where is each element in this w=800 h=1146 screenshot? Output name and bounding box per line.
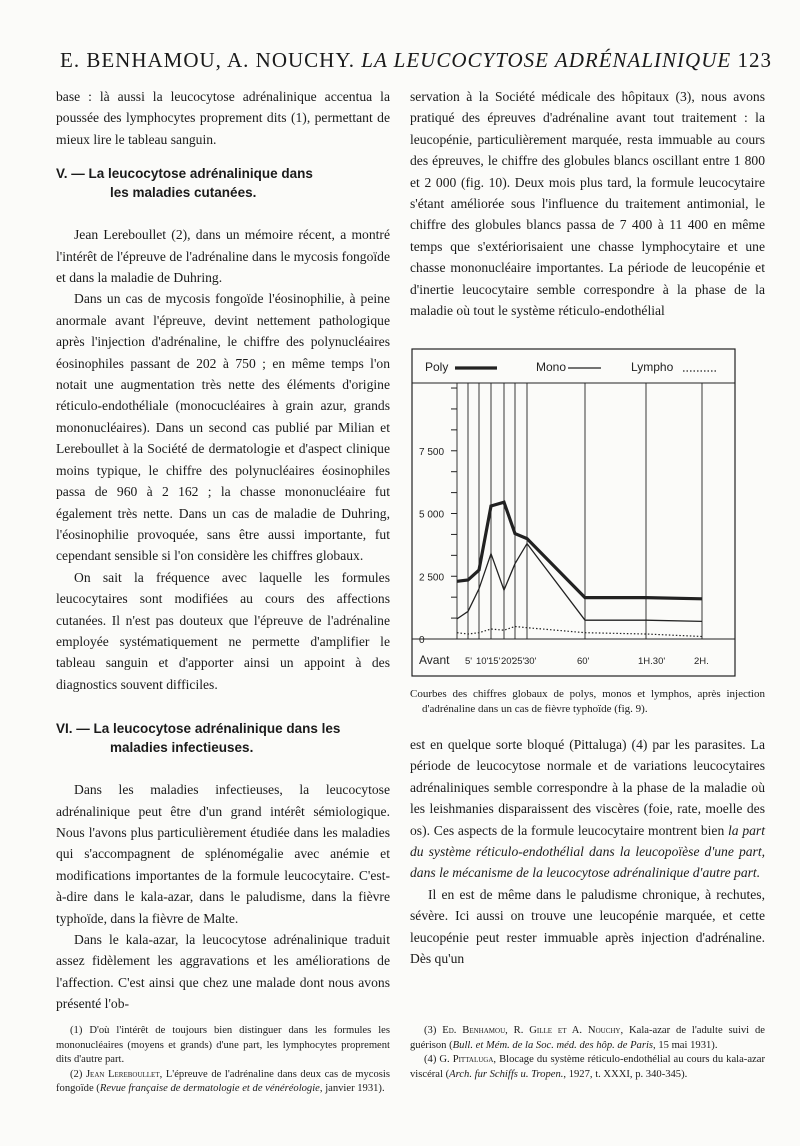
header-title: LA LEUCOCYTOSE ADRÉNALINIQUE — [361, 48, 732, 72]
page-number: 123 — [737, 48, 772, 72]
footnotes-right — [410, 1024, 765, 1082]
x-tick-label: 5' — [465, 656, 473, 667]
y-tick-label: 5 000 — [419, 509, 445, 521]
legend-label-lympho: Lympho — [631, 360, 674, 374]
x-tick-label: 30' — [524, 656, 537, 667]
figure-caption: Courbes des chiffres globaux de polys, monos et lymphos, après injection d'adrénaline dans un cas de fièvre typhoïde (fig. 9). — [410, 688, 765, 715]
legend-label-mono: Mono — [536, 360, 567, 374]
paragraph: Dans un cas de mycosis fongoïde l'éosinophilie, à peine anormale avant l'épreuve, devint nettement pathologique après l'injection d'adrénaline, le chiffre des polynucléaires éosinophiles passant de 202 à 750 ; en même temps l'on notait une augmentation très nette des éléments d'origine réticulo-endothéliale (monocucléaires à grain azur, grands mononucléaires). Dans un second cas publié par Milian et Lereboullet à la Société de dermatologie et d'aspect clinique moins typique, le chiffre des polynucléaires éosinophiles passa de 960 à 2 162 ; la chasse mononucléaire fut également très nette. Dans un cas de maladie de Duhring, l'éosinophilie provoquée, sans être aussi importante, fut cependant sensible si l'on considère les chiffres globaux. — [56, 291, 390, 564]
x-tick-label: 60' — [577, 656, 590, 667]
series-line-poly — [457, 502, 702, 599]
series-line-mono — [457, 544, 702, 622]
x-tick-label: 15' — [488, 656, 501, 667]
chart-frame — [412, 349, 735, 676]
running-header — [60, 48, 772, 73]
y-tick-label: 2 500 — [419, 572, 445, 584]
y-tick-label: 7 500 — [419, 446, 445, 458]
x-tick-label: 20' — [501, 656, 514, 667]
left-column — [56, 86, 390, 1015]
paragraph: Dans le kala-azar, la leucocytose adrénalinique traduit assez fidèlement les aggravations et les améliorations de l'affection. C'est ainsi que chez une malade dont nous avons présenté l'ob- — [56, 932, 390, 1012]
section-heading-v: V. — La leucocytose adrénalinique dans les maladies cutanées. — [56, 166, 313, 201]
x-tick-label: Avant — [419, 653, 450, 667]
paragraph: Dans les maladies infectieuses, la leucocytose adrénalinique peut être d'un grand intérêt sémiologique. Nous l'avons plus particulièrement étudiée dans les maladies qui s'accompagnent de splénomégalie avec anémie et modifications importantes de la formule leucocytaire. C'est-à-dire dans le kala-azar, dans le paludisme, dans la fièvre typhoïde, dans la fièvre de Malte. — [56, 782, 390, 926]
paragraph: base : là aussi la leucocytose adrénalinique accentua la poussée des lymphocytes proprement dits (1), permettant de mieux lire le tableau sanguin. — [56, 89, 390, 147]
paragraph: est en quelque sorte bloqué (Pittaluga) (4) par les parasites. La période de leucocytose normale et de variations leucocytaires adrénaliniques semble correspondre à la phase de la maladie où les leishmanies disparaissent des viscères (foie, rate, moelle des os). Ces aspects de la formule leucocytaire montrent bien la part du système réticulo-endothélial dans la leucopoïèse d'une part, dans le mécanisme de la leucocytose adrénalinique d'autre part. — [410, 737, 765, 881]
figure-chart — [411, 348, 736, 678]
footnote-2: (2) Jean Lereboullet, L'épreuve de l'adrénaline dans deux cas de mycosis fongoïde (Revue française de dermatologie et de vénéréologie, janvier 1931). — [56, 1068, 390, 1095]
series-line-lympho — [457, 627, 702, 637]
x-tick-label: 10' — [476, 656, 489, 667]
x-tick-label: 2H. — [694, 656, 709, 667]
paragraph: Il en est de même dans le paludisme chronique, à rechutes, sévère. Ici aussi on trouve une leucopénie marquée, et cette leucopénie peut rester immuable après injection d'adrénaline. Dès qu'un — [410, 886, 765, 967]
header-authors: E. BENHAMOU, A. NOUCHY. — [60, 48, 356, 72]
paragraph: servation à la Société médicale des hôpitaux (3), nous avons pratiqué des épreuves d'adrénaline avant tout traitement : la leucopénie, particulièrement marquée, resta immuable au cours des épreuves, le chiffre des globules blancs oscillant entre 1 800 et 2 000 (fig. 10). Deux mois plus tard, la formule leucocytaire s'étant améliorée sous l'influence du traitement antimonial, le chiffre des globules blancs passa de 7 400 à 11 400 en même temps que s'extériorisaient une chasse lymphocytaire et une chasse mononucléaire importantes. La période de leucopénie et d'inertie leucocytaire semble correspondre à la phase de la maladie où tout le système réticulo-endothélial — [410, 89, 765, 319]
footnote-1: (1) D'où l'intérêt de toujours bien distinguer dans les formules les mononucléaires (moyens et grands) d'une part, les lymphocytes proprement dits d'autre part. — [56, 1025, 390, 1066]
paragraph: On sait la fréquence avec laquelle les formules leucocytaires sont modifiées au cours des affections cutanées. Il n'est pas douteux que l'épreuve de l'adrénaline employée systématiquement ne permette d'amplifier le tableau sanguin et d'apporter ainsi un appoint à des diagnostics souvent difficiles. — [56, 569, 390, 692]
footnote-4: (4) G. Pittaluga, Blocage du système réticulo-endothélial au cours du kala-azar viscéral (Arch. fur Schiffs u. Tropen., 1927, t. XXXI, p. 340-345). — [410, 1054, 765, 1080]
paragraph: Jean Lereboullet (2), dans un mémoire récent, a montré l'intérêt de l'épreuve de l'adrénaline dans le mycosis fongoïde et dans la maladie de Duhring. — [56, 227, 390, 286]
legend-label-poly: Poly — [425, 360, 449, 374]
y-tick-label: 0 — [419, 635, 425, 646]
x-tick-label: 1H.30' — [638, 656, 666, 667]
footnote-3: (3) Ed. Benhamou, R. Gille et A. Nouchy, Kala-azar de l'adulte suivi de guérison (Bull. et Mém. de la Soc. méd. des hôp. de Paris, 15 mai 1931). — [410, 1025, 765, 1051]
right-column-bottom — [410, 734, 765, 969]
section-heading-vi: VI. — La leucocytose adrénalinique dans les maladies infectieuses. — [56, 721, 341, 756]
footnotes-left — [56, 1024, 390, 1097]
right-column-top — [410, 86, 765, 321]
x-tick-label: 25' — [512, 656, 525, 667]
